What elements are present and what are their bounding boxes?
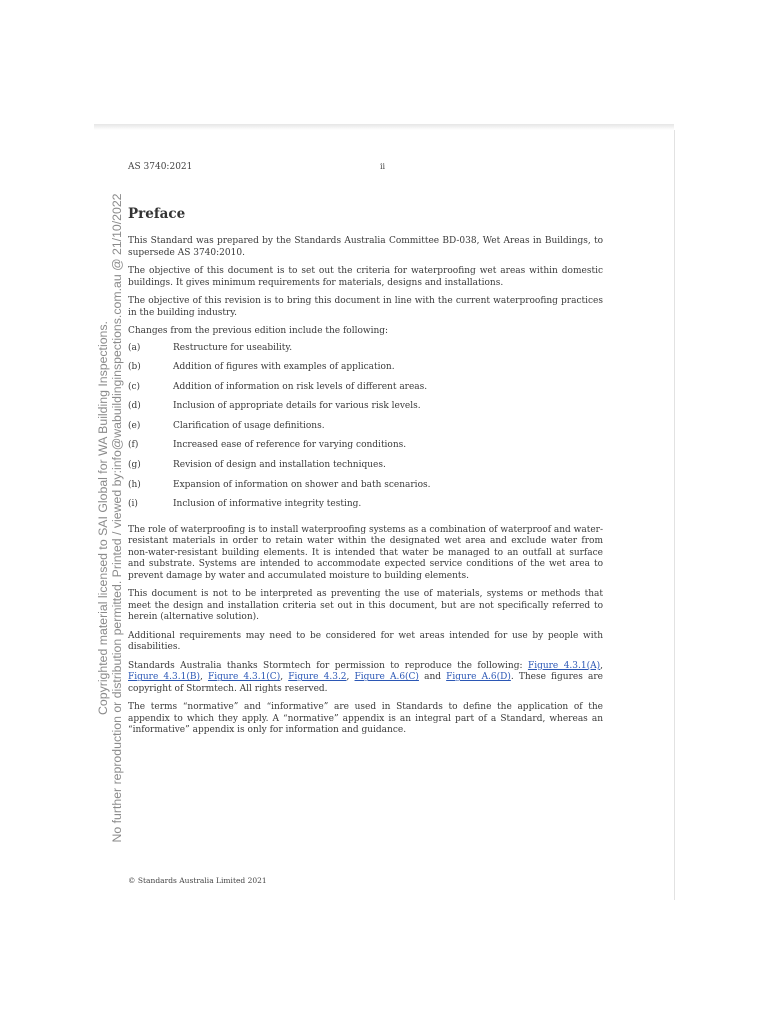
paragraph-committee: This Standard was prepared by the Standards Australia Committee BD-038, Wet Areas in Buildings, to supersede AS 3740:2010. — [128, 236, 603, 258]
figure-link-4-3-2[interactable]: Figure 4.3.2 — [288, 672, 347, 683]
list-item-label: (i) — [128, 499, 138, 510]
list-item — [128, 499, 603, 519]
acknowledgement-end: . These figures are copyright of Stormtech. All rights reserved. — [128, 672, 603, 694]
list-item-label: (g) — [128, 460, 141, 471]
list-item-text: Inclusion of informative integrity testing. — [173, 499, 362, 510]
list-item — [128, 440, 603, 460]
list-item-label: (c) — [128, 381, 141, 392]
list-item-label: (b) — [128, 362, 141, 373]
conjunction: and — [424, 672, 442, 683]
list-item-text: Clarification of usage definitions. — [173, 420, 325, 431]
figure-link-a-6-c[interactable]: Figure A.6(C) — [354, 672, 419, 683]
preface-body — [128, 236, 603, 744]
figure-link-a-6-d[interactable]: Figure A.6(D) — [446, 672, 511, 683]
list-item-text: Addition of information on risk levels of different areas. — [173, 381, 428, 392]
figure-link-4-3-1-b[interactable]: Figure 4.3.1(B) — [128, 672, 200, 683]
paragraph-disabilities: Additional requirements may need to be considered for wet areas intended for use by people with disabilities. — [128, 630, 603, 653]
list-item-text: Revision of design and installation techniques. — [173, 460, 386, 471]
list-item-text: Inclusion of appropriate details for various risk levels. — [173, 401, 421, 412]
list-item-label: (e) — [128, 420, 141, 431]
list-item-text: Increased ease of reference for varying conditions. — [173, 440, 407, 451]
paragraph-alternative-solution: This document is not to be interpreted as preventing the use of materials, systems or methods that meet the design and installation criteria set out in this document, but are not specifically referred to herein (alternative solution). — [128, 589, 603, 623]
paragraph-revision-objective: The objective of this revision is to bring this document in line with the current waterproofing practices in the building industry. — [128, 296, 603, 318]
footer-copyright: © Standards Australia Limited 2021 — [128, 876, 267, 885]
list-item-label: (d) — [128, 401, 141, 412]
page-title: Preface — [128, 206, 186, 222]
list-item-text: Expansion of information on shower and bath scenarios. — [173, 479, 431, 490]
paragraph-normative-informative: The terms “normative” and “informative” are used in Standards to define the application of the appendix to which they apply. A “normative” appendix is an integral part of a Standard, whereas an “informative” appendix is only for information and guidance. — [128, 702, 603, 736]
list-item-text: Addition of figures with examples of application. — [173, 362, 395, 373]
list-item — [128, 421, 603, 441]
paragraph-acknowledgement — [128, 661, 603, 696]
list-item — [128, 343, 603, 363]
list-item-label: (h) — [128, 479, 141, 490]
list-item-text: Restructure for useability. — [173, 342, 293, 353]
list-item — [128, 480, 603, 500]
document-page — [94, 130, 674, 900]
list-item — [128, 382, 603, 402]
watermark-line-1: Copyrighted material licensed to SAI Global for WA Building Inspections. — [96, 321, 110, 715]
watermark-line-2: No further reproduction or distribution permitted. Printed / viewed by:info@wabuildinginspections.com.au @ 21/10/2022 — [110, 193, 124, 843]
figure-link-4-3-1-a[interactable]: Figure 4.3.1(A) — [527, 660, 601, 671]
list-item-label: (f) — [128, 440, 139, 451]
list-item-label: (a) — [128, 342, 141, 353]
paragraph-changes-intro: Changes from the previous edition include the following: — [128, 326, 389, 336]
watermark-text — [96, 193, 124, 842]
list-item — [128, 362, 603, 382]
paragraph-role-of-waterproofing: The role of waterproofing is to install waterproofing systems as a combination of waterproof and water-resistant materials in order to retain water within the designated wet area and exclude water from non-water-resistant building elements. It is intended that water be managed to an outfall at surface and substrate. Systems are intended to accommodate expected service conditions of the wet area to prevent damage by water and accumulated moisture to building elements. — [128, 524, 603, 581]
changes-list — [128, 343, 603, 519]
list-item — [128, 460, 603, 480]
paragraph-objective: The objective of this document is to set out the criteria for waterproofing wet areas within domestic buildings. It gives minimum requirements for materials, designs and installations. — [128, 266, 603, 288]
figure-link-4-3-1-c[interactable]: Figure 4.3.1(C) — [207, 672, 281, 683]
separator: , — [199, 672, 203, 683]
header-page-number: ii — [380, 162, 386, 171]
list-item — [128, 401, 603, 421]
separator: , — [346, 672, 350, 683]
page-right-edge — [674, 130, 675, 900]
header-doc-id: AS 3740:2021 — [128, 162, 193, 172]
separator: , — [280, 672, 284, 683]
separator: , — [600, 660, 603, 671]
acknowledgement-intro: Standards Australia thanks Stormtech for permission to reproduce the following: — [128, 660, 523, 671]
